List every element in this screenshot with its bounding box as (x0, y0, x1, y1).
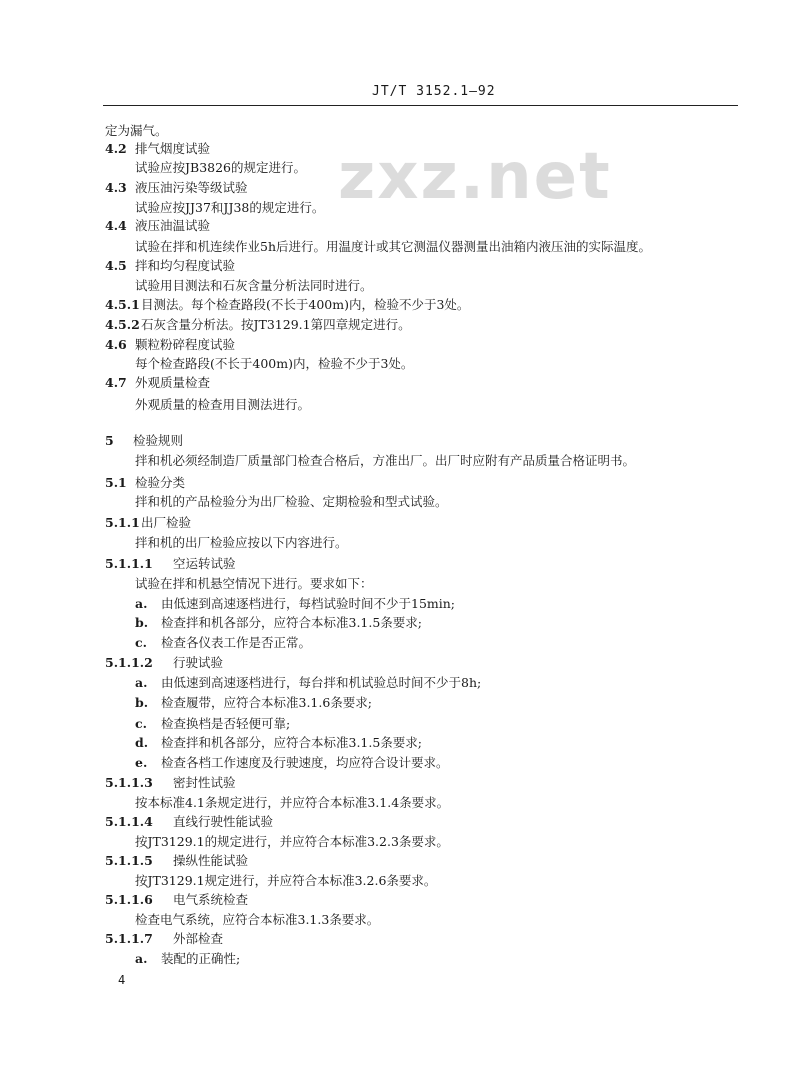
line-text: 检验分类 (135, 475, 186, 490)
line-text: 出厂检验 (141, 515, 192, 530)
list-item-marker: b. (135, 615, 149, 630)
list-item-marker: c. (135, 635, 147, 650)
body-text-line (135, 873, 436, 889)
section-line (135, 596, 455, 612)
section-line (135, 635, 311, 651)
line-text: 石灰含量分析法。按JT3129.1第四章规定进行。 (141, 317, 411, 332)
section-number: 4.6 (105, 337, 127, 352)
line-text: 电气系统检查 (173, 892, 249, 907)
section-line (105, 814, 273, 830)
section-line (105, 892, 248, 908)
list-item-marker: b. (135, 695, 149, 710)
line-text: 由低速到高速逐档进行，每台拌和机试验总时间不少于8h; (161, 675, 482, 690)
list-item-marker: c. (135, 716, 147, 731)
line-text: 按JT3129.1的规定进行，并应符合本标准3.2.3条要求。 (135, 834, 449, 849)
line-text: 液压油温试验 (135, 218, 211, 233)
line-text: 检查换档是否轻便可靠; (161, 716, 291, 731)
page-number: 4 (118, 973, 126, 987)
body-text-line (105, 123, 168, 139)
line-text: 颗粒粉碎程度试验 (135, 337, 236, 352)
standard-code-header: JT/T 3152.1—92 (372, 84, 496, 99)
line-text: 检查各档工作速度及行驶速度，均应符合设计要求。 (161, 755, 449, 770)
section-line (105, 317, 411, 333)
line-text: 目测法。每个检查路段(不长于400m)内，检验不少于3处。 (141, 297, 470, 312)
section-line (105, 433, 183, 449)
section-number: 5.1.1 (105, 515, 140, 530)
line-text: 检验规则 (133, 433, 184, 448)
line-text: 液压油污染等级试验 (135, 180, 248, 195)
section-line (105, 218, 210, 234)
list-item-marker: d. (135, 735, 149, 750)
section-number: 4.7 (105, 375, 127, 390)
section-number: 4.5 (105, 258, 127, 273)
section-number: 5.1.1.2 (105, 655, 153, 670)
body-text-line (135, 200, 324, 216)
section-line (135, 716, 290, 732)
line-text: 排气烟度试验 (135, 141, 211, 156)
section-line (105, 297, 469, 313)
section-line (135, 695, 372, 711)
line-text: 每个检查路段(不长于400m)内，检验不少于3处。 (135, 356, 414, 371)
section-line (105, 515, 191, 531)
line-text: 检查拌和机各部分，应符合本标准3.1.5条要求; (161, 735, 423, 750)
list-item-marker: a. (135, 596, 148, 611)
section-number: 5.1.1.6 (105, 892, 153, 907)
section-line (105, 258, 235, 274)
body-text-line (135, 494, 448, 510)
line-text: 试验用目测法和石灰含量分析法同时进行。 (135, 278, 373, 293)
section-number: 4.4 (105, 218, 127, 233)
list-item-marker: e. (135, 755, 148, 770)
line-text: 试验在拌和机悬空情况下进行。要求如下： (135, 576, 373, 591)
line-text: 空运转试验 (173, 556, 236, 571)
body-text-line (135, 160, 306, 176)
section-line (105, 475, 185, 491)
line-text: 检查各仪表工作是否正常。 (161, 635, 312, 650)
body-text-line (135, 795, 449, 811)
line-text: 拌和机的出厂检验应按以下内容进行。 (135, 535, 348, 550)
section-number: 5.1.1.1 (105, 556, 153, 571)
line-text: 装配的正确性; (161, 951, 241, 966)
line-text: 外观质量检查 (135, 375, 211, 390)
body-text-line (135, 239, 651, 255)
section-line (135, 615, 422, 631)
section-number: 5.1.1.7 (105, 931, 153, 946)
list-item-marker: a. (135, 675, 148, 690)
section-number: 5.1.1.4 (105, 814, 153, 829)
line-text: 拌和机必须经制造厂质量部门检查合格后，方准出厂。出厂时应附有产品质量合格证明书。 (135, 453, 636, 468)
header-rule (103, 105, 738, 106)
line-text: 按JT3129.1规定进行，并应符合本标准3.2.6条要求。 (135, 873, 437, 888)
section-number: 5.1 (105, 475, 127, 490)
body-text-line (135, 278, 373, 294)
line-text: 拌和机的产品检验分为出厂检验、定期检验和型式试验。 (135, 494, 448, 509)
section-number: 5 (105, 433, 114, 448)
section-line (135, 735, 422, 751)
body-text-line (135, 397, 310, 413)
section-number: 4.5.1 (105, 297, 140, 312)
line-text: 试验在拌和机连续作业5h后进行。用温度计或其它测温仪器测量出油箱内液压油的实际温度。 (135, 239, 652, 254)
section-line (135, 951, 240, 967)
section-line (105, 931, 223, 947)
line-text: 按本标准4.1条规定进行，并应符合本标准3.1.4条要求。 (135, 795, 450, 810)
line-text: 直线行驶性能试验 (173, 814, 274, 829)
section-number: 4.2 (105, 141, 127, 156)
section-number: 5.1.1.3 (105, 775, 153, 790)
line-text: 外部检查 (173, 931, 224, 946)
line-text: 检查拌和机各部分，应符合本标准3.1.5条要求; (161, 615, 423, 630)
line-text: 由低速到高速逐档进行，每档试验时间不少于15min; (161, 596, 456, 611)
section-number: 4.3 (105, 180, 127, 195)
body-text-line (135, 356, 413, 372)
section-number: 5.1.1.5 (105, 853, 153, 868)
body-text-line (135, 576, 373, 592)
body-text-line (135, 834, 449, 850)
section-line (105, 655, 223, 671)
section-line (135, 675, 481, 691)
line-text: 定为漏气。 (105, 123, 168, 138)
watermark: zxz.net (338, 140, 612, 214)
section-line (105, 775, 236, 791)
list-item-marker: a. (135, 951, 148, 966)
body-text-line (135, 453, 635, 469)
line-text: 检查电气系统，应符合本标准3.1.3条要求。 (135, 912, 380, 927)
line-text: 操纵性能试验 (173, 853, 249, 868)
body-text-line (135, 535, 348, 551)
body-text-line (135, 912, 379, 928)
line-text: 检查履带，应符合本标准3.1.6条要求; (161, 695, 373, 710)
section-line (105, 375, 210, 391)
section-number: 4.5.2 (105, 317, 140, 332)
section-line (105, 180, 248, 196)
section-line (105, 853, 248, 869)
line-text: 密封性试验 (173, 775, 236, 790)
line-text: 拌和均匀程度试验 (135, 258, 236, 273)
line-text: 试验应按JB3826的规定进行。 (135, 160, 307, 175)
section-line (105, 556, 236, 572)
section-line (105, 337, 235, 353)
section-line (135, 755, 449, 771)
section-line (105, 141, 210, 157)
line-text: 外观质量的检查用目测法进行。 (135, 397, 311, 412)
line-text: 试验应按JJ37和JJ38的规定进行。 (135, 200, 325, 215)
line-text: 行驶试验 (173, 655, 224, 670)
